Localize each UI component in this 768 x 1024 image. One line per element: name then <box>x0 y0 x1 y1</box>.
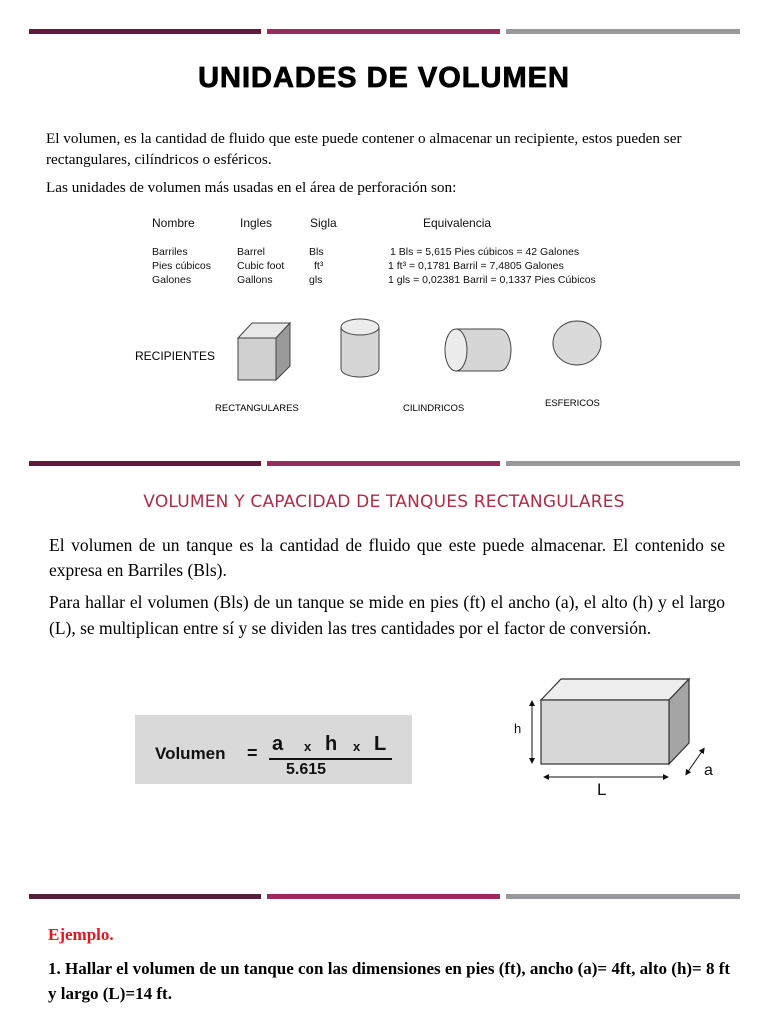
tank-diagram <box>508 674 728 804</box>
table-header-sigla: Sigla <box>310 216 337 230</box>
rectangular-label: RECTANGULARES <box>215 403 299 414</box>
table-header-nombre: Nombre <box>152 216 195 230</box>
formula-h: h <box>325 733 338 755</box>
table-cell: Barrel <box>237 246 266 258</box>
spherical-label: ESFERICOS <box>545 398 600 409</box>
table-cell: Gallons <box>237 274 273 286</box>
volume-definition-paragraph: El volumen de un tanque es la cantidad de fluido que este puede almacenar. El contenido se expresa en Barriles (Bls). <box>49 535 725 580</box>
containers-label: RECIPIENTES <box>135 349 216 363</box>
table-cell: 1 ft³ = 0,1781 Barril = 7,4805 Galones <box>388 260 564 272</box>
example-label: Ejemplo. <box>48 925 114 944</box>
table-header-ingles: Ingles <box>240 216 273 230</box>
formula-lhs: Volumen <box>155 744 226 763</box>
page-title: UNIDADES DE VOLUMEN <box>198 62 570 94</box>
table-cell: Barriles <box>152 246 188 258</box>
table-cell: 1 gls = 0,02381 Barril = 0,1337 Pies Cúbicos <box>388 274 596 286</box>
box-icon <box>234 318 294 384</box>
table-cell: Bls <box>309 246 324 258</box>
horizontal-cylinder-icon <box>443 326 515 374</box>
formula-times: x <box>353 739 361 754</box>
formula-L: L <box>374 733 387 755</box>
table-cell: ft³ <box>314 260 324 272</box>
table-cell: Pies cúbicos <box>152 260 211 272</box>
units-intro-paragraph: Las unidades de volumen más usadas en el área de perforación son: <box>46 179 457 196</box>
middle-divider <box>29 461 740 466</box>
height-label: h <box>514 721 522 736</box>
fraction-bar <box>269 758 392 760</box>
sphere-icon <box>551 319 605 369</box>
formula-times: x <box>304 739 312 754</box>
intro-paragraph: El volumen, es la cantidad de fluido que este puede contener o almacenar un recipiente, estos pueden ser rectangulares, cilíndricos o esféricos. <box>46 130 682 168</box>
vertical-cylinder-icon <box>338 315 382 381</box>
table-cell: gls <box>309 274 323 286</box>
example-problem: 1. Hallar el volumen de un tanque con las dimensiones en pies (ft), ancho (a)= 4ft, alto (h)= 8 ft y largo (L)=14 ft. <box>48 959 731 1003</box>
table-cell: Cubic foot <box>237 260 285 272</box>
formula-a: a <box>272 733 284 755</box>
formula-denominator: 5.615 <box>286 761 327 778</box>
width-label: a <box>704 762 713 779</box>
method-paragraph: Para hallar el volumen (Bls) de un tanque se mide en pies (ft) el ancho (a), el alto (h) y el largo (L), se multiplican entre sí y se dividen las tres cantidades por el factor de conversión. <box>49 592 725 638</box>
cylindrical-label: CILINDRICOS <box>403 403 465 414</box>
formula-equals: = <box>247 743 258 763</box>
length-label: L <box>597 780 607 799</box>
section-heading: VOLUMEN Y CAPACIDAD DE TANQUES RECTANGULARES <box>143 492 625 512</box>
table-header-equivalencia: Equivalencia <box>423 216 492 230</box>
bottom-divider <box>29 894 740 899</box>
volume-formula <box>135 715 412 784</box>
table-cell: 1 Bls = 5,615 Pies cúbicos = 42 Galones <box>390 246 580 258</box>
table-cell: Galones <box>152 274 192 286</box>
top-divider <box>29 29 740 34</box>
